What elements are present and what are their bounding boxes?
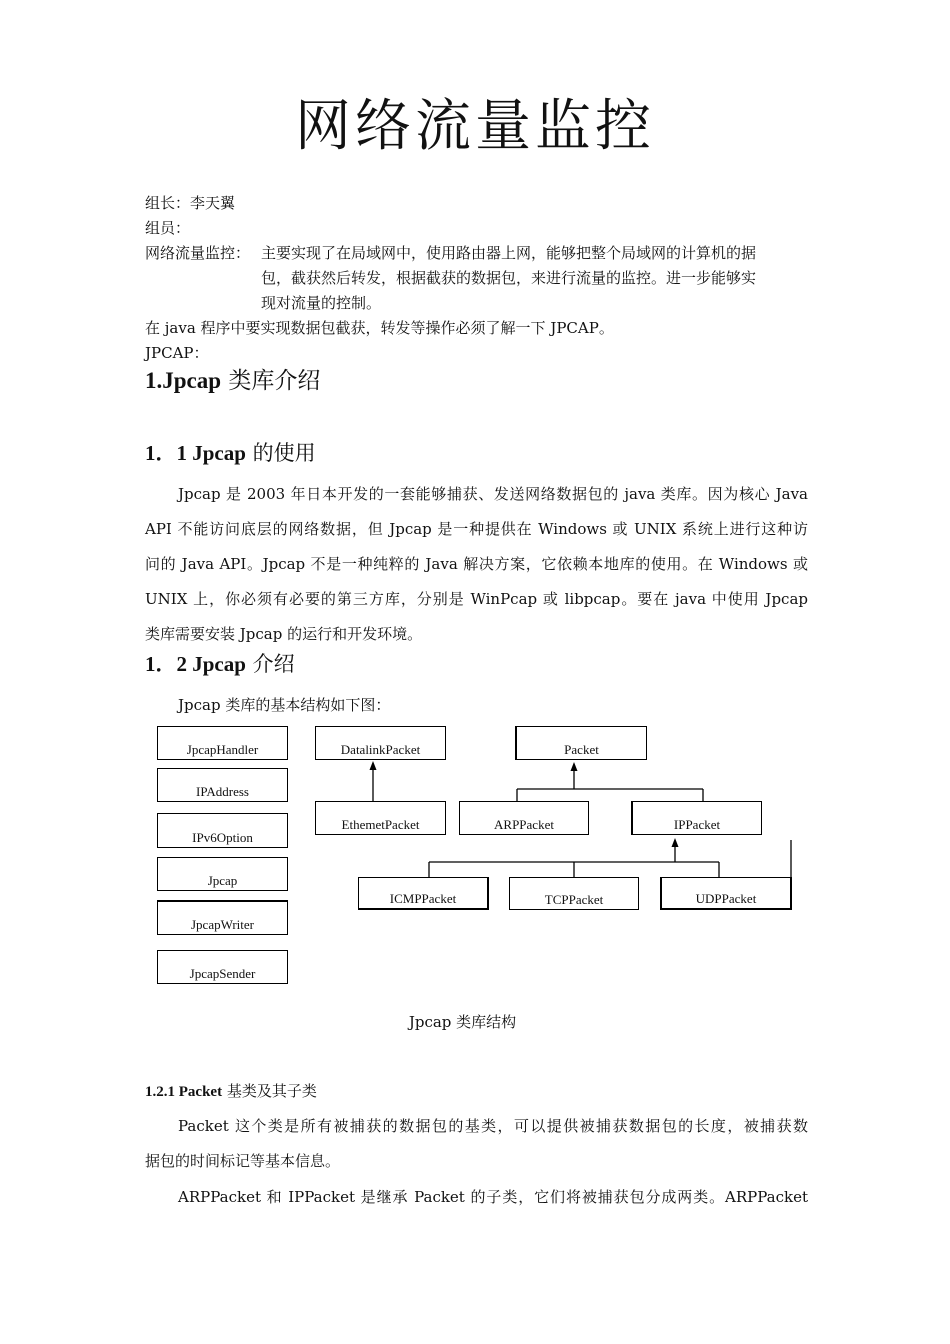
heading-1-1-text: 的使用 bbox=[245, 441, 316, 465]
class-box-icmppacket: ICMPPacket bbox=[358, 877, 489, 910]
class-box-arppacket: ARPPacket bbox=[459, 801, 589, 835]
intro-line: 现对流量的控制。 bbox=[261, 294, 382, 312]
class-box-packet: Packet bbox=[515, 726, 647, 760]
class-box-jpcap: Jpcap bbox=[157, 857, 288, 891]
paragraph-line: ARPPacket 和 IPPacket 是继承 Packet 的子类，它们将被捕获包分成两类。ARPPacket bbox=[178, 1188, 808, 1206]
java-line: 在 java 程序中要实现数据包截获，转发等操作必须了解一下 JPCAP。 bbox=[145, 319, 614, 337]
class-box-ipv6option: IPv6Option bbox=[157, 813, 288, 848]
paragraph-line: UNIX 上，你必须有必要的第三方库，分别是 WinPcap 或 libpcap。要在 java 中使用 Jpcap bbox=[145, 590, 808, 608]
intro-line: 主要实现了在局域网中，使用路由器上网，能够把整个局域网的计算机的据 bbox=[261, 244, 757, 262]
jpcap-label: JPCAP： bbox=[145, 344, 209, 362]
class-box-ippacket: IPPacket bbox=[631, 801, 762, 835]
heading-1-number: 1.Jpcap bbox=[145, 368, 222, 393]
paragraph-line: API 不能访问底层的网络数据，但 Jpcap 是一种提供在 Windows 或 UNIX 系统上进行这种访 bbox=[145, 520, 808, 538]
heading-1-2-number: 1．2 Jpcap bbox=[145, 652, 246, 676]
diagram-caption: Jpcap 类库结构 bbox=[408, 1013, 517, 1031]
class-box-jpcapwriter: JpcapWriter bbox=[157, 900, 288, 935]
paragraph-line: Packet 这个类是所有被捕获的数据包的基类，可以提供被捕获数据包的长度，被捕获数 bbox=[178, 1117, 808, 1135]
arrowhead-icon bbox=[370, 761, 377, 770]
class-box-jpcaphandler: JpcapHandler bbox=[157, 726, 288, 760]
class-box-udppacket: UDPPacket bbox=[660, 877, 792, 910]
intro-label: 网络流量监控： bbox=[145, 244, 251, 262]
paragraph-line: Jpcap 是 2003 年日本开发的一套能够捕获、发送网络数据包的 java 类库。因为核心 Java bbox=[178, 485, 808, 503]
paragraph-line: 问的 Java API。Jpcap 不是一种纯粹的 Java 解决方案，它依赖本地库的使用。在 Windows 或 bbox=[145, 555, 808, 573]
class-box-tcppacket: TCPPacket bbox=[509, 877, 639, 910]
heading-1-2-1 bbox=[145, 1080, 317, 1101]
heading-1-2-1-number: 1.2.1 Packet bbox=[145, 1084, 223, 1100]
diagram-intro: Jpcap 类库的基本结构如下图： bbox=[178, 696, 391, 714]
paragraph-line: 类库需要安装 Jpcap 的运行和开发环境。 bbox=[145, 625, 423, 643]
leader-line: 组长：李天翼 bbox=[145, 194, 236, 212]
class-box-ipaddress: IPAddress bbox=[157, 768, 288, 802]
class-box-datalinkpacket: DatalinkPacket bbox=[315, 726, 446, 760]
document-title: 网络流量监控 bbox=[295, 94, 655, 159]
heading-1-text: 类库介绍 bbox=[221, 368, 321, 394]
heading-1-2-1-text: 基类及其子类 bbox=[222, 1082, 317, 1100]
heading-1-2-text: 介绍 bbox=[245, 652, 295, 676]
intro-line: 包，截获然后转发，根据截获的数据包，来进行流量的监控。进一步能够实 bbox=[261, 269, 757, 287]
class-box-jpcapsender: JpcapSender bbox=[157, 950, 288, 984]
arrowhead-icon bbox=[571, 762, 578, 771]
members-line: 组员： bbox=[145, 219, 191, 237]
heading-1-1-number: 1．1 Jpcap bbox=[145, 441, 246, 465]
paragraph-line: 据包的时间标记等基本信息。 bbox=[145, 1152, 341, 1170]
class-box-ethemetpacket: EthemetPacket bbox=[315, 801, 446, 835]
arrowhead-icon bbox=[672, 838, 679, 847]
